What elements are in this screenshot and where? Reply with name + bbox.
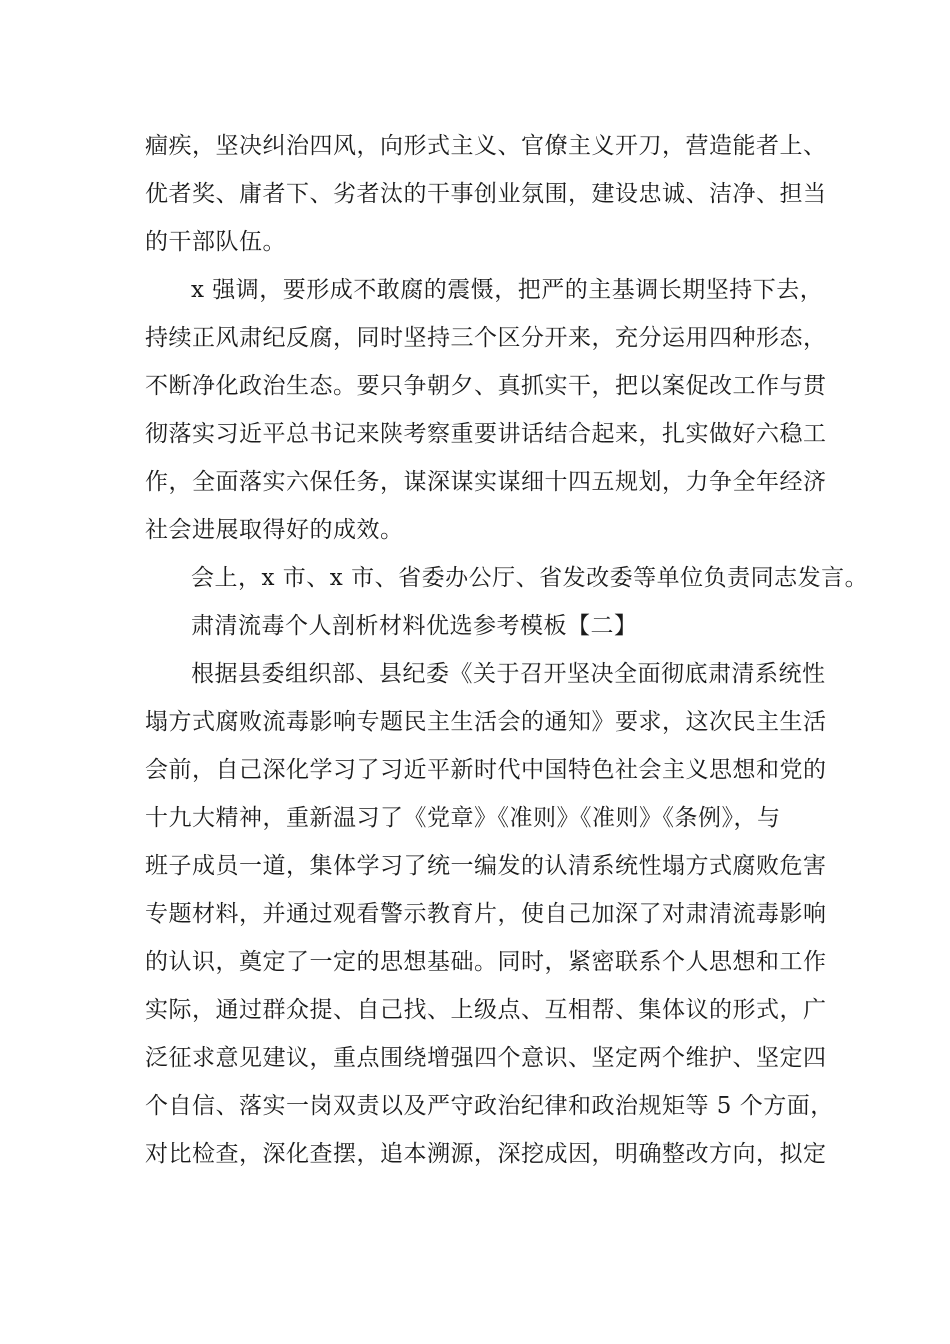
text-line: 作，全面落实六保任务，谋深谋实谋细十四五规划，力争全年经济 xyxy=(145,469,827,495)
document-body xyxy=(145,122,869,1178)
text-line: 根据县委组织部、县纪委《关于召开坚决全面彻底肃清系统性 xyxy=(191,661,826,687)
paragraph-meeting-speakers xyxy=(145,554,869,602)
text-line: 专题材料，并通过观看警示教育片，使自己加深了对肃清流毒影响 xyxy=(145,901,827,927)
text-line: 对比检查，深化查摆，追本溯源，深挖成因，明确整改方向，拟定 xyxy=(145,1141,827,1167)
section-heading xyxy=(145,602,825,650)
text-line: 会上，x 市、x 市、省委办公厅、省发改委等单位负责同志发言。 xyxy=(191,565,869,591)
text-line: 会前，自己深化学习了习近平新时代中国特色社会主义思想和党的 xyxy=(145,757,827,783)
text-line: 彻落实习近平总书记来陕考察重要讲话结合起来，扎实做好六稳工 xyxy=(145,421,827,447)
paragraph-emphasis xyxy=(145,266,825,554)
text-line: 实际，通过群众提、自己找、上级点、互相帮、集体议的形式，广 xyxy=(145,997,827,1023)
text-line: 痼疾，坚决纠治四风，向形式主义、官僚主义开刀，营造能者上、 xyxy=(145,133,827,159)
text-line: 肃清流毒个人剖析材料优选参考模板【二】 xyxy=(191,613,638,639)
text-line: 持续正风肃纪反腐，同时坚持三个区分开来，充分运用四种形态， xyxy=(145,325,827,351)
text-line: x 强调，要形成不敢腐的震慑，把严的主基调长期坚持下去， xyxy=(191,277,824,303)
text-line: 塌方式腐败流毒影响专题民主生活会的通知》要求，这次民主生活 xyxy=(145,709,827,735)
text-line: 优者奖、庸者下、劣者汰的干事创业氛围，建设忠诚、洁净、担当 xyxy=(145,181,827,207)
paragraph-analysis xyxy=(145,650,834,1178)
text-line: 的干部队伍。 xyxy=(145,229,286,255)
text-line: 泛征求意见建议，重点围绕增强四个意识、坚定两个维护、坚定四 xyxy=(145,1045,827,1071)
text-line: 班子成员一道，集体学习了统一编发的认清系统性塌方式腐败危害 xyxy=(145,853,827,879)
text-line: 个自信、落实一岗双责以及严守政治纪律和政治规矩等 5 个方面， xyxy=(145,1093,834,1119)
text-line: 不断净化政治生态。要只争朝夕、真抓实干，把以案促改工作与贯 xyxy=(145,373,827,399)
text-line: 的认识，奠定了一定的思想基础。同时，紧密联系个人思想和工作 xyxy=(145,949,827,975)
text-line: 十九大精神，重新温习了《党章》《准则》《准则》《条例》，与 xyxy=(145,805,781,831)
paragraph-continuation xyxy=(145,122,825,266)
text-line: 社会进展取得好的成效。 xyxy=(145,517,404,543)
